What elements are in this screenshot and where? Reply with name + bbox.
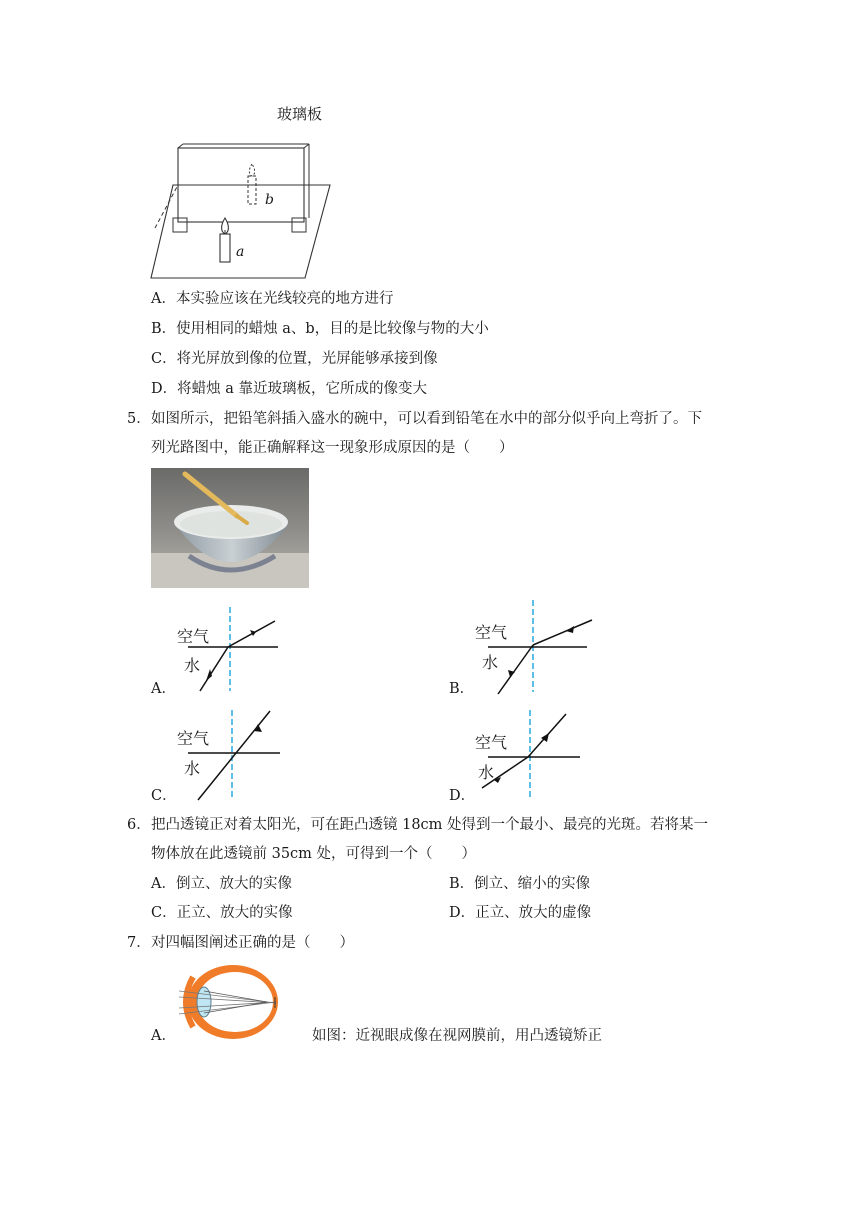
q4-option-c	[151, 349, 438, 369]
q6-option-a	[151, 874, 292, 894]
option-text: 正立、放大的实像	[176, 905, 293, 921]
option-text: 将光屏放到像的位置，光屏能够承接到像	[176, 351, 438, 367]
air-label: 空气	[177, 729, 210, 748]
air-label: 空气	[177, 627, 210, 646]
air-label: 空气	[475, 623, 508, 642]
water-label: 水	[482, 653, 499, 672]
q4-option-a	[151, 289, 393, 309]
water-label: 水	[184, 656, 201, 675]
air-label: 空气	[475, 733, 508, 752]
option-letter: A．	[151, 876, 176, 892]
candle-a-label: a	[236, 244, 245, 260]
q7-option-a-text: 如图：近视眼成像在视网膜前，用凸透镜矫正	[312, 1028, 602, 1044]
q7-number: 7．	[127, 935, 151, 951]
option-text: 正立、放大的虚像	[475, 905, 592, 921]
q5-diagram-d	[470, 708, 590, 803]
option-text: 将蜡烛 a 靠近玻璃板，它所成的像变大	[177, 381, 428, 397]
option-text: 倒立、放大的实像	[175, 876, 292, 892]
q5-option-d: D．	[449, 788, 476, 804]
q7-stem: 对四幅图阐述正确的是（ ）	[151, 935, 354, 951]
option-text: 倒立、缩小的实像	[474, 876, 591, 892]
option-letter: A．	[151, 291, 176, 307]
q4-option-d	[151, 379, 427, 399]
water-label: 水	[184, 759, 201, 778]
option-letter: B．	[449, 876, 475, 892]
option-letter: B．	[151, 321, 177, 337]
option-text: 使用相同的蜡烛 a、b，目的是比较像与物的大小	[176, 321, 489, 337]
q5-diagram-c	[170, 708, 285, 803]
q7-option-a-letter: A．	[151, 1028, 176, 1044]
q5-option-c: C．	[151, 788, 177, 804]
q6-option-b	[449, 874, 590, 894]
glass-board-label: 玻璃板	[277, 105, 323, 123]
eye-diagram	[175, 961, 287, 1045]
q5-option-b: B．	[449, 681, 475, 697]
option-letter: C．	[151, 905, 177, 921]
option-letter: C．	[151, 351, 177, 367]
q6-option-d	[449, 903, 591, 923]
option-letter: D．	[449, 905, 476, 921]
q5-diagram-b	[470, 600, 595, 695]
q5-option-a: A．	[151, 681, 176, 697]
q5-stem-line2: 列光路图中，能正确解释这一现象形成原因的是（ ）	[151, 440, 514, 456]
q6-stem-line2: 物体放在此透镜前 35cm 处，可得到一个（ ）	[151, 846, 477, 862]
q5-diagram-a	[170, 605, 285, 695]
q6-stem-line1: 把凸透镜正对着太阳光，可在距凸透镜 18cm 处得到一个最小、最亮的光斑。若将某一	[151, 817, 709, 833]
q6-option-c	[151, 903, 293, 923]
q6-number: 6．	[127, 817, 151, 833]
water-label: 水	[478, 763, 495, 782]
glass-plate-figure	[145, 100, 345, 282]
candle-b-label: b	[265, 192, 274, 208]
q5-number: 5．	[127, 411, 151, 427]
bowl-photo	[151, 468, 309, 588]
option-letter: D．	[151, 381, 178, 397]
q5-stem-line1: 如图所示，把铅笔斜插入盛水的碗中，可以看到铅笔在水中的部分似乎向上弯折了。下	[151, 411, 702, 427]
option-text: 本实验应该在光线较亮的地方进行	[175, 291, 394, 307]
q4-option-b	[151, 319, 489, 339]
